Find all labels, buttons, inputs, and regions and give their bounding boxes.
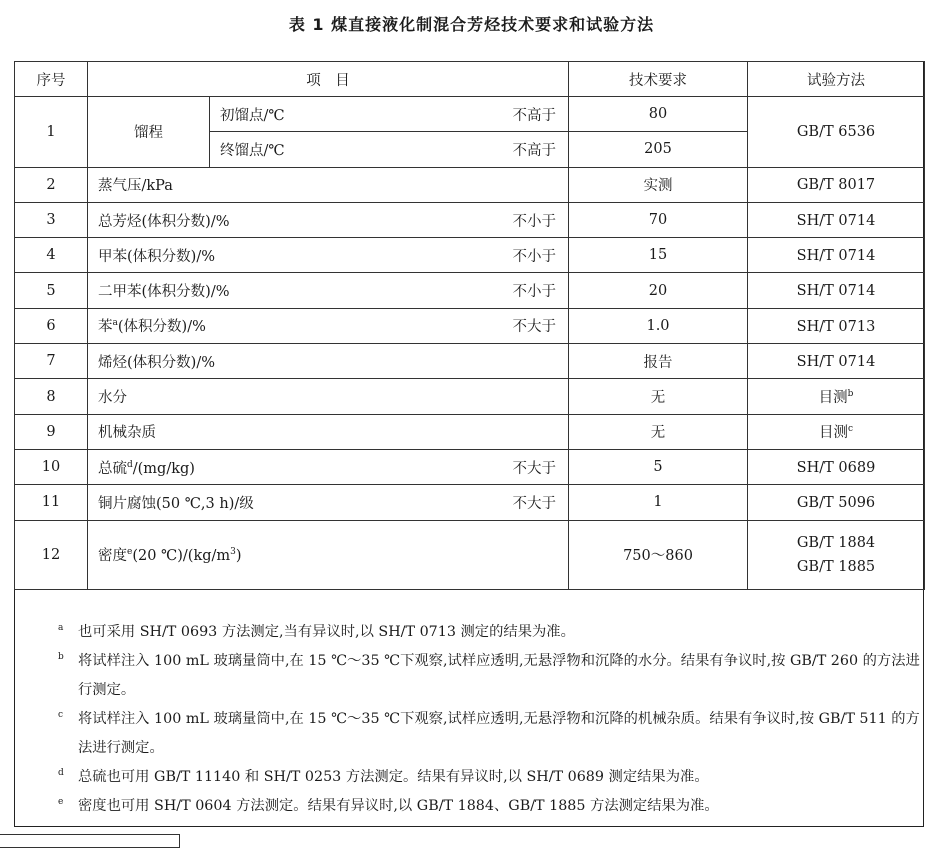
row-no: 11 xyxy=(15,485,88,520)
method-line: GB/T 1884 xyxy=(796,534,876,551)
row-item-cell xyxy=(210,132,569,167)
item-text xyxy=(98,315,206,336)
footnote-mark: a xyxy=(112,318,118,329)
footnote-mark: d xyxy=(127,459,133,470)
item-unit: /(mg/kg) xyxy=(132,460,195,477)
table-row xyxy=(15,238,925,273)
item-unit-end: ) xyxy=(235,548,242,565)
footnote-text: 也可采用 SH/T 0693 方法测定,当有异议时,以 SH/T 0713 测定的结果为准。 xyxy=(78,624,575,640)
footnote-text: 总硫也可用 GB/T 11140 和 SH/T 0253 方法测定。结果有异议时,以 SH/T 0689 测定结果为准。 xyxy=(78,769,709,785)
row-item-cell xyxy=(88,379,569,414)
method-text: SH/T 0713 xyxy=(796,318,876,335)
row-item-cell xyxy=(88,238,569,273)
item-unit: (体积分数)/% xyxy=(117,319,206,336)
footnote xyxy=(52,647,920,705)
row-method xyxy=(748,485,925,520)
table-row xyxy=(15,202,925,237)
footnote-text: 密度也可用 SH/T 0604 方法测定。结果有异议时,以 GB/T 1884、GB/T 1885 方法测定结果为准。 xyxy=(78,798,719,814)
method-text: SH/T 0714 xyxy=(796,212,876,229)
item-label: 总芳烃(体积分数)/% xyxy=(98,213,230,230)
footnote xyxy=(52,705,920,763)
col-header-item: 项 目 xyxy=(88,62,569,97)
item-limit: 不大于 xyxy=(512,460,556,477)
row-method xyxy=(748,167,925,202)
row-group-label: 馏程 xyxy=(88,97,210,168)
row-item-cell xyxy=(88,344,569,379)
row-item-cell xyxy=(88,202,569,237)
row-method xyxy=(748,379,925,414)
row-method xyxy=(748,273,925,308)
item-limit: 不高于 xyxy=(512,142,556,159)
item-text xyxy=(98,245,215,266)
item-label: 密度 xyxy=(98,548,127,565)
table-row xyxy=(15,379,925,414)
method-text: SH/T 0689 xyxy=(796,459,876,476)
row-value: 5 xyxy=(569,449,748,484)
item-label: 二甲苯(体积分数)/% xyxy=(98,284,230,301)
row-method xyxy=(748,449,925,484)
row-value: 20 xyxy=(569,273,748,308)
table-row xyxy=(15,449,925,484)
row-no: 3 xyxy=(15,202,88,237)
row-value: 报告 xyxy=(569,344,748,379)
item-label: 总硫 xyxy=(98,460,127,477)
row-value: 无 xyxy=(569,379,748,414)
item-label: 烯烃(体积分数)/% xyxy=(98,354,215,371)
row-value: 205 xyxy=(569,132,748,167)
method-text: GB/T 5096 xyxy=(796,494,876,511)
table-title: 表 1 煤直接液化制混合芳烃技术要求和试验方法 xyxy=(288,15,655,34)
row-item-cell xyxy=(88,167,569,202)
row-method xyxy=(748,520,925,589)
footnote xyxy=(52,618,920,647)
row-value: 无 xyxy=(569,414,748,449)
item-limit: 不小于 xyxy=(512,248,556,265)
row-value: 1 xyxy=(569,485,748,520)
row-no: 5 xyxy=(15,273,88,308)
row-value: 1.0 xyxy=(569,308,748,343)
footnote-mark: b xyxy=(847,389,854,400)
row-method xyxy=(748,202,925,237)
footnote-text: 将试样注入 100 mL 玻璃量筒中,在 15 ℃～35 ℃下观察,试样应透明,无悬浮物和沉降的水分。结果有争议时,按 GB/T 260 的方法进行测定。 xyxy=(78,653,920,698)
row-method: GB/T 6536 xyxy=(748,97,925,168)
row-item-cell xyxy=(88,414,569,449)
table-row xyxy=(15,485,925,520)
row-item-cell xyxy=(88,520,569,589)
item-label: 水分 xyxy=(98,390,127,407)
footnote-mark: c xyxy=(58,710,64,720)
method-text: SH/T 0714 xyxy=(796,247,876,264)
table-row xyxy=(15,97,925,132)
row-item-cell xyxy=(210,97,569,132)
item-label: 铜片腐蚀(50 ℃,3 h)/级 xyxy=(98,495,254,512)
item-label: 苯 xyxy=(98,319,113,336)
method-line: GB/T 1885 xyxy=(796,558,876,575)
row-item-cell xyxy=(88,449,569,484)
row-method xyxy=(748,414,925,449)
item-text xyxy=(98,280,229,301)
table-row xyxy=(15,520,925,589)
row-no: 7 xyxy=(15,344,88,379)
footnote-mark: e xyxy=(127,547,133,558)
row-no: 1 xyxy=(15,97,88,168)
table-row xyxy=(15,167,925,202)
item-label: 蒸气压/kPa xyxy=(98,178,173,195)
item-limit: 不大于 xyxy=(512,319,556,336)
footnote-text: 将试样注入 100 mL 玻璃量筒中,在 15 ℃～35 ℃下观察,试样应透明,无悬浮物和沉降的机械杂质。结果有争议时,按 GB/T 511 的方法进行测定。 xyxy=(78,711,920,756)
item-label: 终馏点/℃ xyxy=(220,142,285,159)
method-text: GB/T 8017 xyxy=(796,177,876,194)
row-value: 15 xyxy=(569,238,748,273)
row-method xyxy=(748,308,925,343)
row-value: 70 xyxy=(569,202,748,237)
footnote-mark: c xyxy=(847,424,854,435)
row-no: 9 xyxy=(15,414,88,449)
footnote-mark: a xyxy=(58,623,64,633)
item-label: 甲苯(体积分数)/% xyxy=(98,248,215,265)
row-no: 8 xyxy=(15,379,88,414)
table-row xyxy=(15,414,925,449)
header-row xyxy=(15,62,925,97)
item-limit: 不大于 xyxy=(512,495,556,512)
table-row xyxy=(15,308,925,343)
row-no: 10 xyxy=(15,449,88,484)
item-limit: 不小于 xyxy=(512,284,556,301)
item-text xyxy=(98,457,195,478)
item-label: 机械杂质 xyxy=(98,425,156,442)
method-text: SH/T 0714 xyxy=(796,353,876,370)
col-header-method: 试验方法 xyxy=(748,62,925,97)
row-method xyxy=(748,344,925,379)
row-value: 750～860 xyxy=(569,520,748,589)
item-label: 初馏点/℃ xyxy=(220,107,285,124)
item-text xyxy=(98,174,173,195)
table-row xyxy=(15,273,925,308)
row-no: 4 xyxy=(15,238,88,273)
item-limit: 不小于 xyxy=(512,213,556,230)
item-text xyxy=(98,421,156,442)
row-value: 80 xyxy=(569,97,748,132)
footnote-mark: b xyxy=(58,652,64,662)
page-edge-stamp xyxy=(0,834,180,848)
row-item-cell xyxy=(88,273,569,308)
item-text xyxy=(98,492,254,513)
method-text: 目测 xyxy=(818,425,848,442)
method-text: SH/T 0714 xyxy=(796,283,876,300)
spec-table xyxy=(14,61,925,590)
item-text xyxy=(98,351,215,372)
row-no: 12 xyxy=(15,520,88,589)
row-item-cell xyxy=(88,308,569,343)
unit-exponent: 3 xyxy=(230,547,236,558)
footnotes xyxy=(52,618,920,821)
row-no: 6 xyxy=(15,308,88,343)
row-method xyxy=(748,238,925,273)
item-text xyxy=(98,386,127,407)
method-text: 目测 xyxy=(818,390,848,407)
col-header-no: 序号 xyxy=(15,62,88,97)
table-row xyxy=(15,344,925,379)
row-value: 实测 xyxy=(569,167,748,202)
row-no: 2 xyxy=(15,167,88,202)
item-limit: 不高于 xyxy=(512,107,556,124)
footnote-mark: d xyxy=(58,768,64,778)
row-item-cell xyxy=(88,485,569,520)
item-unit: (20 ℃)/(kg/m xyxy=(132,548,231,565)
footnote xyxy=(52,792,920,821)
item-text xyxy=(98,210,229,231)
footnote xyxy=(52,763,920,792)
footnote-mark: e xyxy=(58,797,64,807)
col-header-requirement: 技术要求 xyxy=(569,62,748,97)
